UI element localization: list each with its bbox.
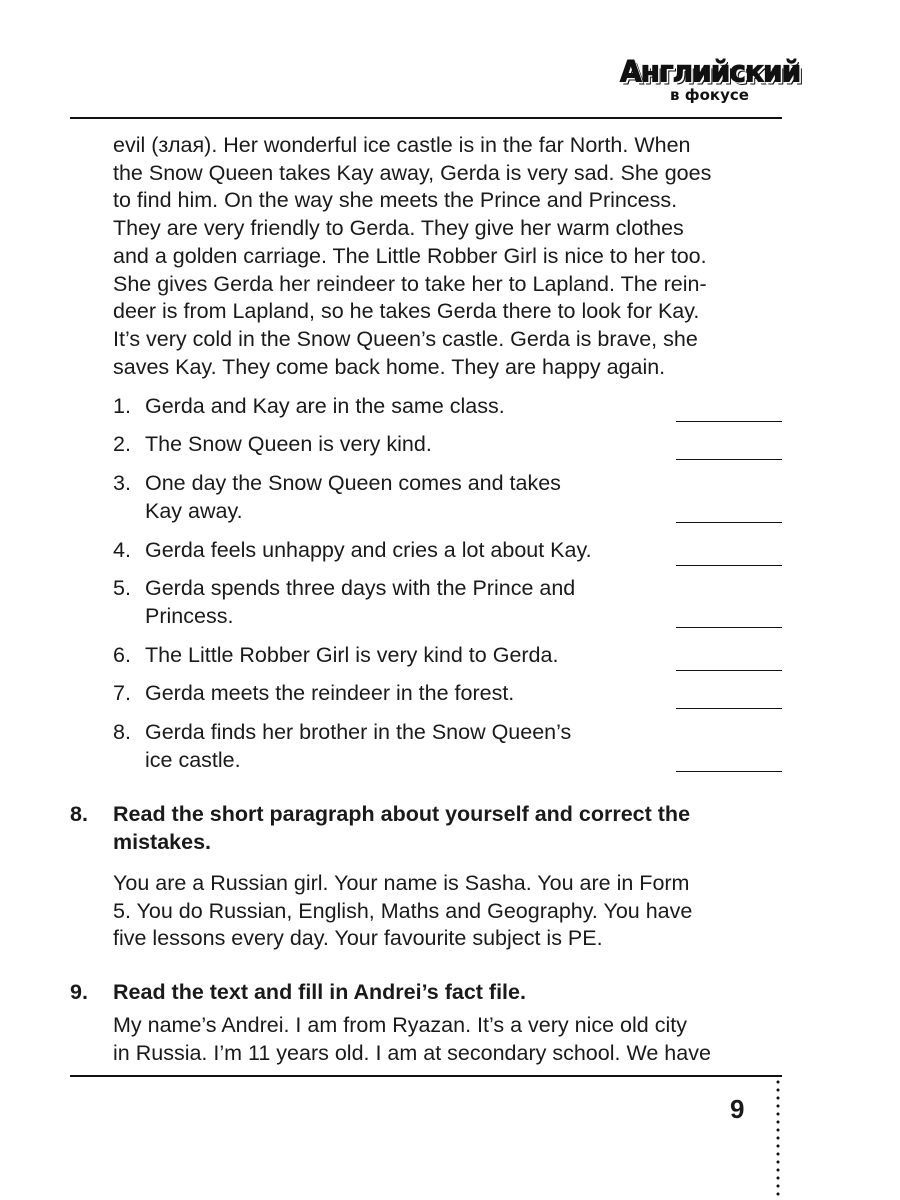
statement-number: 6. xyxy=(113,643,131,667)
statement-text: One day the Snow Queen comes and takes Kay away. xyxy=(145,471,561,523)
answer-blank[interactable] xyxy=(676,421,782,422)
andrei-line: My name’s Andrei. I am from Ryazan. It’s a very nice old city xyxy=(113,1013,687,1037)
self-line: You are a Russian girl. Your name is Sasha. You are in Form xyxy=(113,871,690,895)
exercise-number: 9. xyxy=(70,980,88,1004)
statement-text: Gerda meets the reindeer in the forest. xyxy=(145,681,515,705)
story-line: and a golden carriage. The Little Robber Girl is nice to her too. xyxy=(113,243,707,268)
statement-text: The Little Robber Girl is very kind to Gerda. xyxy=(145,643,559,667)
logo-subtitle: в фокусе xyxy=(670,86,749,104)
story-line: deer is from Lapland, so he takes Gerda there to look for Kay. xyxy=(113,299,700,324)
header-rule xyxy=(70,117,782,119)
story-paragraph xyxy=(113,132,785,381)
exercise-instruction: Read the text and fill in Andrei’s fact file. xyxy=(113,980,526,1004)
answer-blank[interactable] xyxy=(676,522,782,523)
statement-number: 3. xyxy=(113,471,131,495)
story-line: They are very friendly to Gerda. They give her warm clothes xyxy=(113,216,684,241)
story-line: evil (злая). Her wonderful ice castle is in the far North. When xyxy=(113,133,691,157)
statement-text: Gerda spends three days with the Prince and Princess. xyxy=(145,576,576,628)
logo-title: Английский xyxy=(620,54,801,89)
story-line: It’s very cold in the Snow Queen’s castle. Gerda is brave, she xyxy=(113,326,698,351)
self-line: five lessons every day. Your favourite subject is PE. xyxy=(113,926,603,951)
statement-number: 8. xyxy=(113,720,131,744)
statement-number: 4. xyxy=(113,538,131,562)
answer-blank[interactable] xyxy=(676,565,782,566)
statement-number: 7. xyxy=(113,681,131,705)
answer-blank[interactable] xyxy=(676,670,782,671)
page-number: 9 xyxy=(730,1094,745,1124)
answer-blank[interactable] xyxy=(676,708,782,709)
exercise-instruction: Read the short paragraph about yourself and correct the mistakes. xyxy=(113,802,691,854)
statement-text: The Snow Queen is very kind. xyxy=(145,432,432,456)
answer-blank[interactable] xyxy=(676,459,782,460)
statement-number: 2. xyxy=(113,432,131,456)
statement-text: Gerda and Kay are in the same class. xyxy=(145,394,505,418)
story-line: the Snow Queen takes Kay away, Gerda is very sad. She goes xyxy=(113,160,712,185)
statement-number: 1. xyxy=(113,394,131,418)
statement-text: Gerda feels unhappy and cries a lot about Kay. xyxy=(145,538,592,562)
answer-blank[interactable] xyxy=(676,627,782,628)
self-line: 5. You do Russian, English, Maths and Geography. You have xyxy=(113,898,693,923)
footer-rule xyxy=(70,1075,782,1077)
statement-text: Gerda finds her brother in the Snow Queen’s ice castle. xyxy=(145,720,572,772)
andrei-paragraph xyxy=(113,1012,785,1067)
story-line: to find him. On the way she meets the Prince and Princess. xyxy=(113,188,678,213)
story-line: She gives Gerda her reindeer to take her to Lapland. The rein- xyxy=(113,271,707,296)
dotted-margin-line xyxy=(776,1078,780,1200)
self-paragraph xyxy=(113,870,785,953)
andrei-line: in Russia. I’m 11 years old. I am at secondary school. We have xyxy=(113,1040,711,1065)
statement-number: 5. xyxy=(113,576,131,600)
textbook-logo xyxy=(620,54,801,110)
exercise-number: 8. xyxy=(70,802,88,826)
story-line: saves Kay. They come back home. They are happy again. xyxy=(113,354,666,379)
answer-blank[interactable] xyxy=(676,771,782,772)
